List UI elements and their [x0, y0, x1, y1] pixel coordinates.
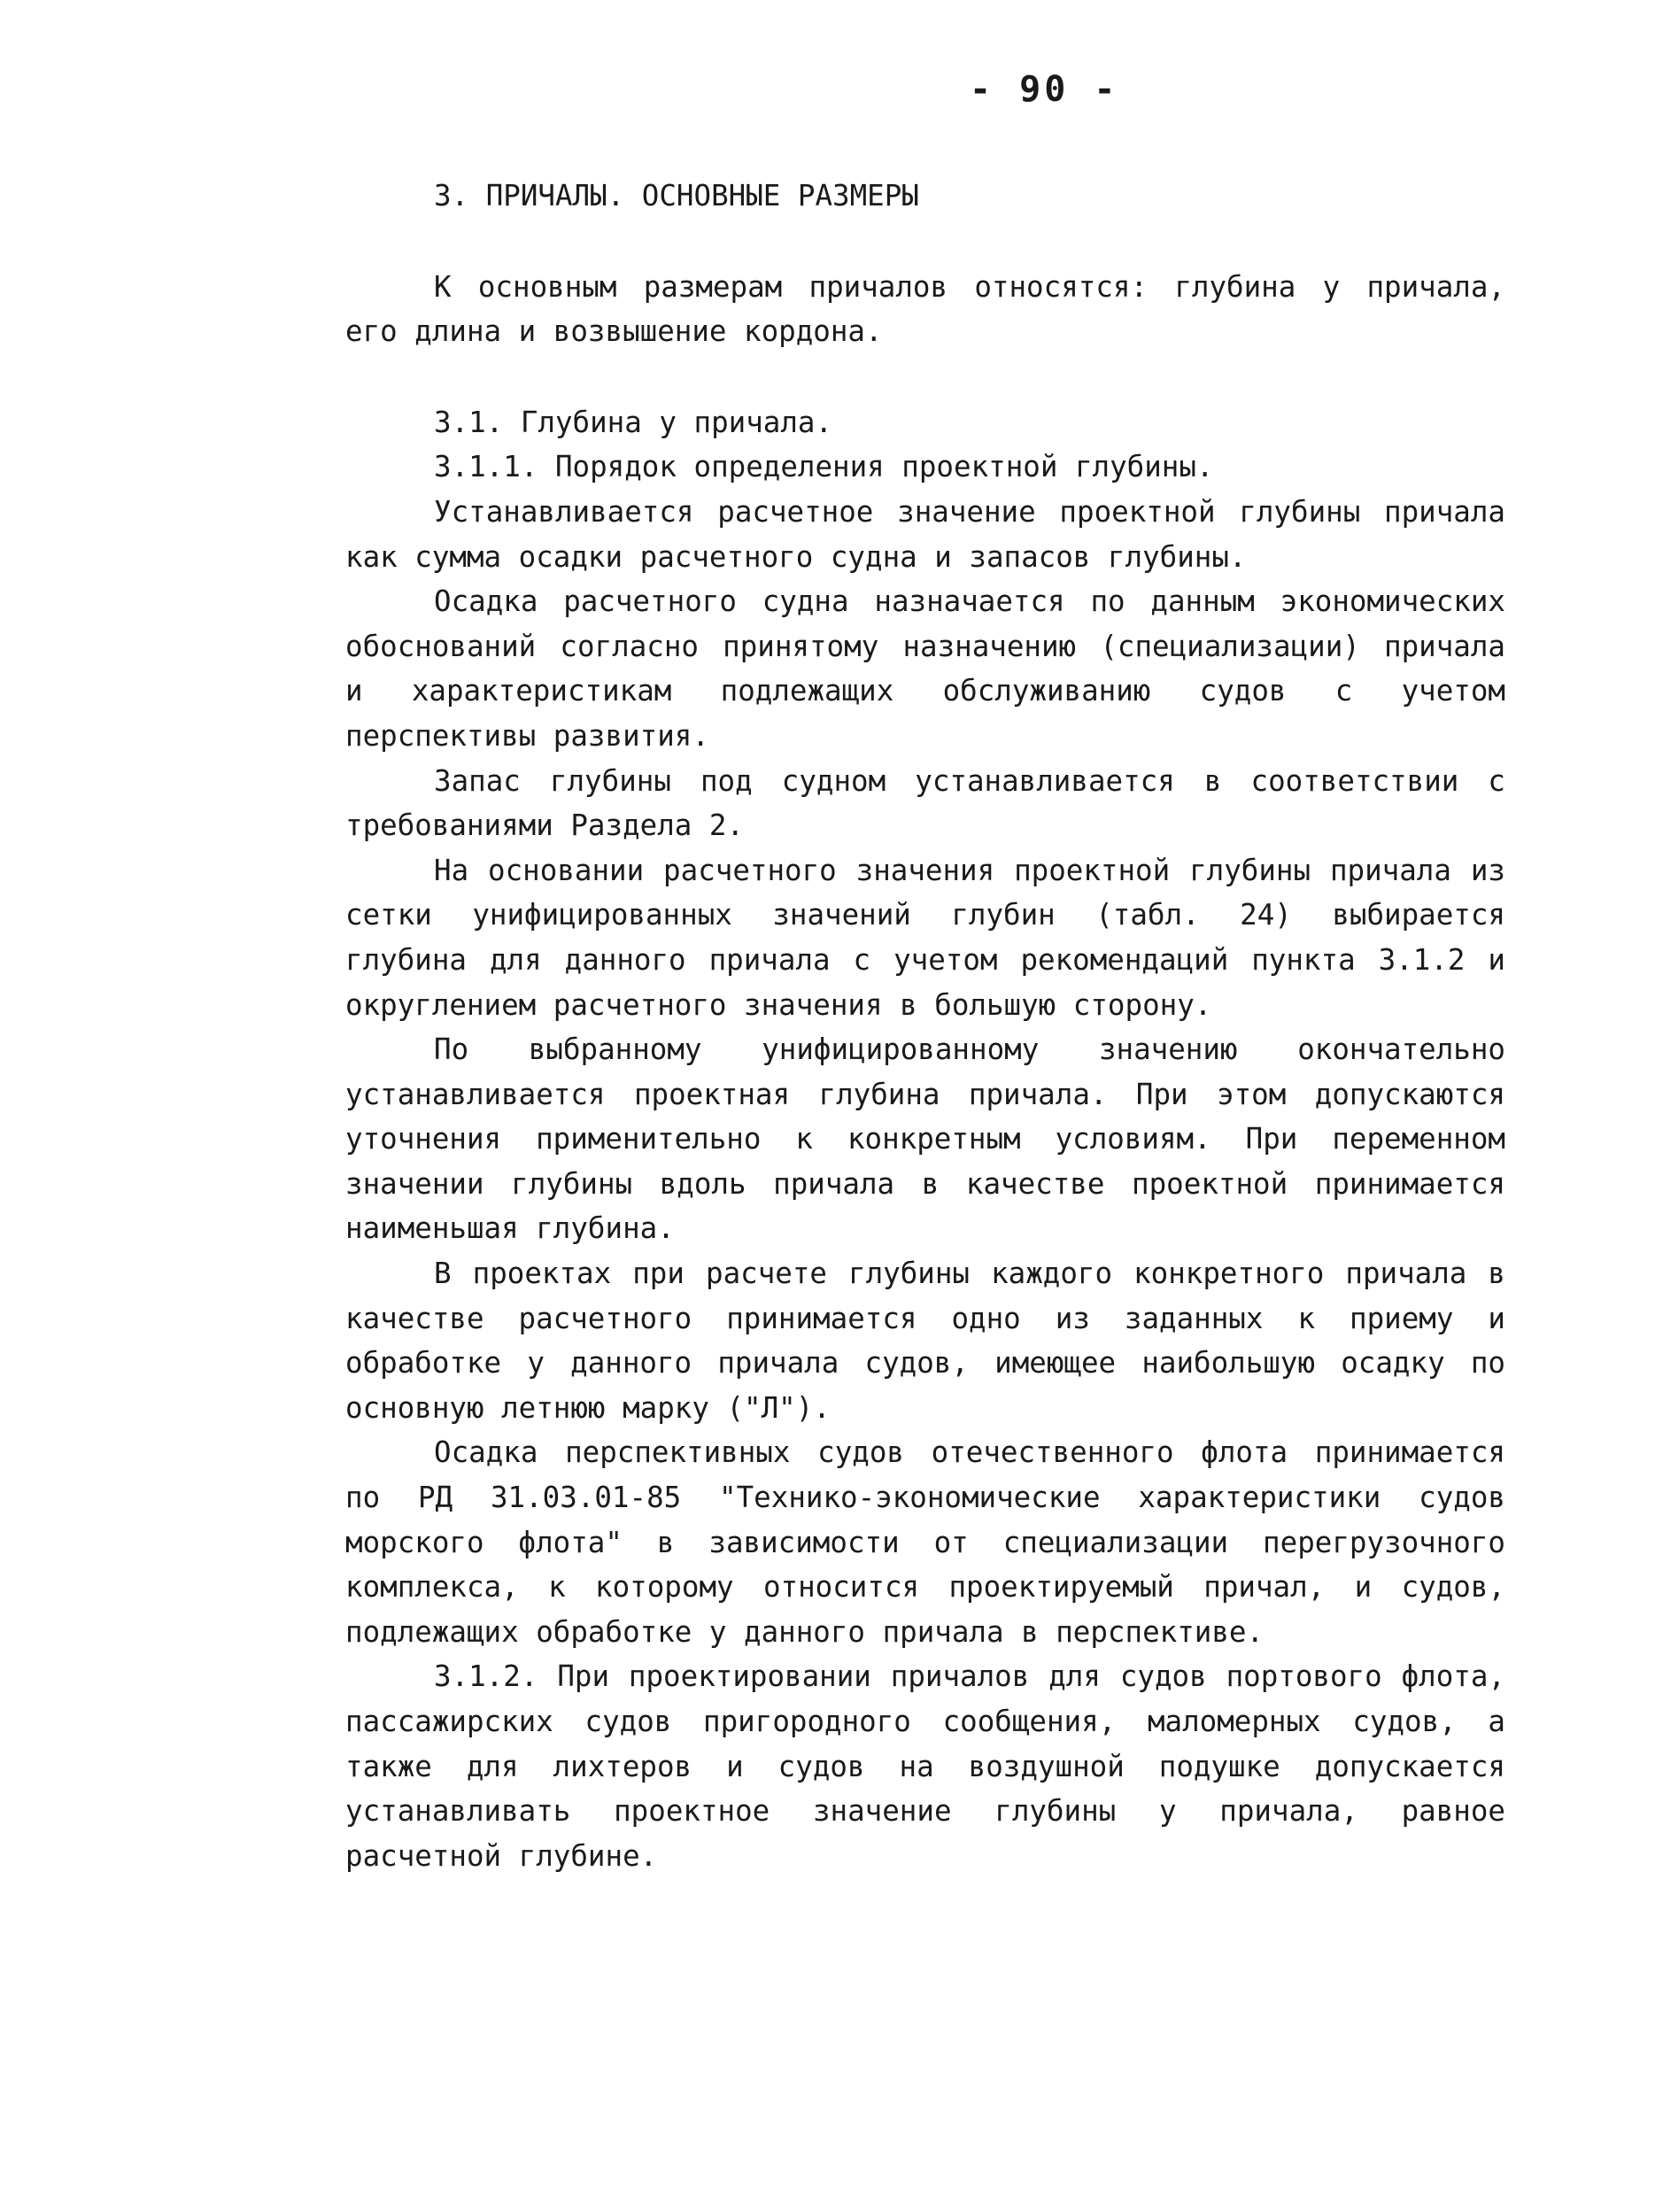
paragraph: Устанавливается расчетное значение проектной глубины причала как сумма осадки расчетного судна и запасов глубины.: [345, 494, 1505, 574]
paragraph: На основании расчетного значения проектной глубины причала из сетки унифицированных значений глубин (табл. 24) выбирается глубина для данного причала с учетом рекомендаций пункта 3.1.2 и округлением расчетного значения в большую сторону.: [345, 853, 1505, 1022]
intro-paragraph: К основным размерам причалов относятся: глубина у причала, его длина и возвышение кордона.: [345, 269, 1505, 349]
paragraph: Запас глубины под судном устанавливается в соответствии с требованиями Раздела 2.: [345, 763, 1505, 843]
subsection-3-1-title: 3.1. Глубина у причала.: [434, 405, 833, 439]
subsection-3-1-2-paragraph: 3.1.2. При проектировании причалов для судов портового флота, пассажирских судов пригородного сообщения, маломерных судов, а также для лихтеров и судов на воздушной подушке допускается устанавливать проектное значение глубины у причала, равное расчетной глубине.: [345, 1659, 1505, 1873]
paragraph: Осадка расчетного судна назначается по данным экономических обоснований согласно принятому назначению (специализации) причала и характеристикам подлежащих обслуживанию судов с учетом перспективы развития.: [345, 584, 1505, 753]
section-heading: 3. ПРИЧАЛЫ. ОСНОВНЫЕ РАЗМЕРЫ: [434, 179, 919, 213]
document-body: [345, 174, 1505, 1878]
paragraph: В проектах при расчете глубины каждого конкретного причала в качестве расчетного принимается одно из заданных к приему и обработке у данного причала судов, имеющее наибольшую осадку по основную летнюю марку ("Л").: [345, 1257, 1505, 1425]
page-number: - 90 -: [970, 69, 1119, 110]
subsection-3-1-1-title: 3.1.1. Порядок определения проектной глубины.: [434, 450, 1214, 484]
paragraph: Осадка перспективных судов отечественного флота принимается по РД 31.03.01-85 "Технико-экономические характеристики судов морского флота" в зависимости от специализации перегрузочного комплекса, к которому относится проектируемый причал, и судов, подлежащих обработке у данного причала в перспективе.: [345, 1435, 1505, 1649]
paragraph: По выбранному унифицированному значению окончательно устанавливается проектная глубина причала. При этом допускаются уточнения применительно к конкретным условиям. При переменном значении глубины вдоль причала в качестве проектной принимается наименьшая глубина.: [345, 1033, 1505, 1246]
